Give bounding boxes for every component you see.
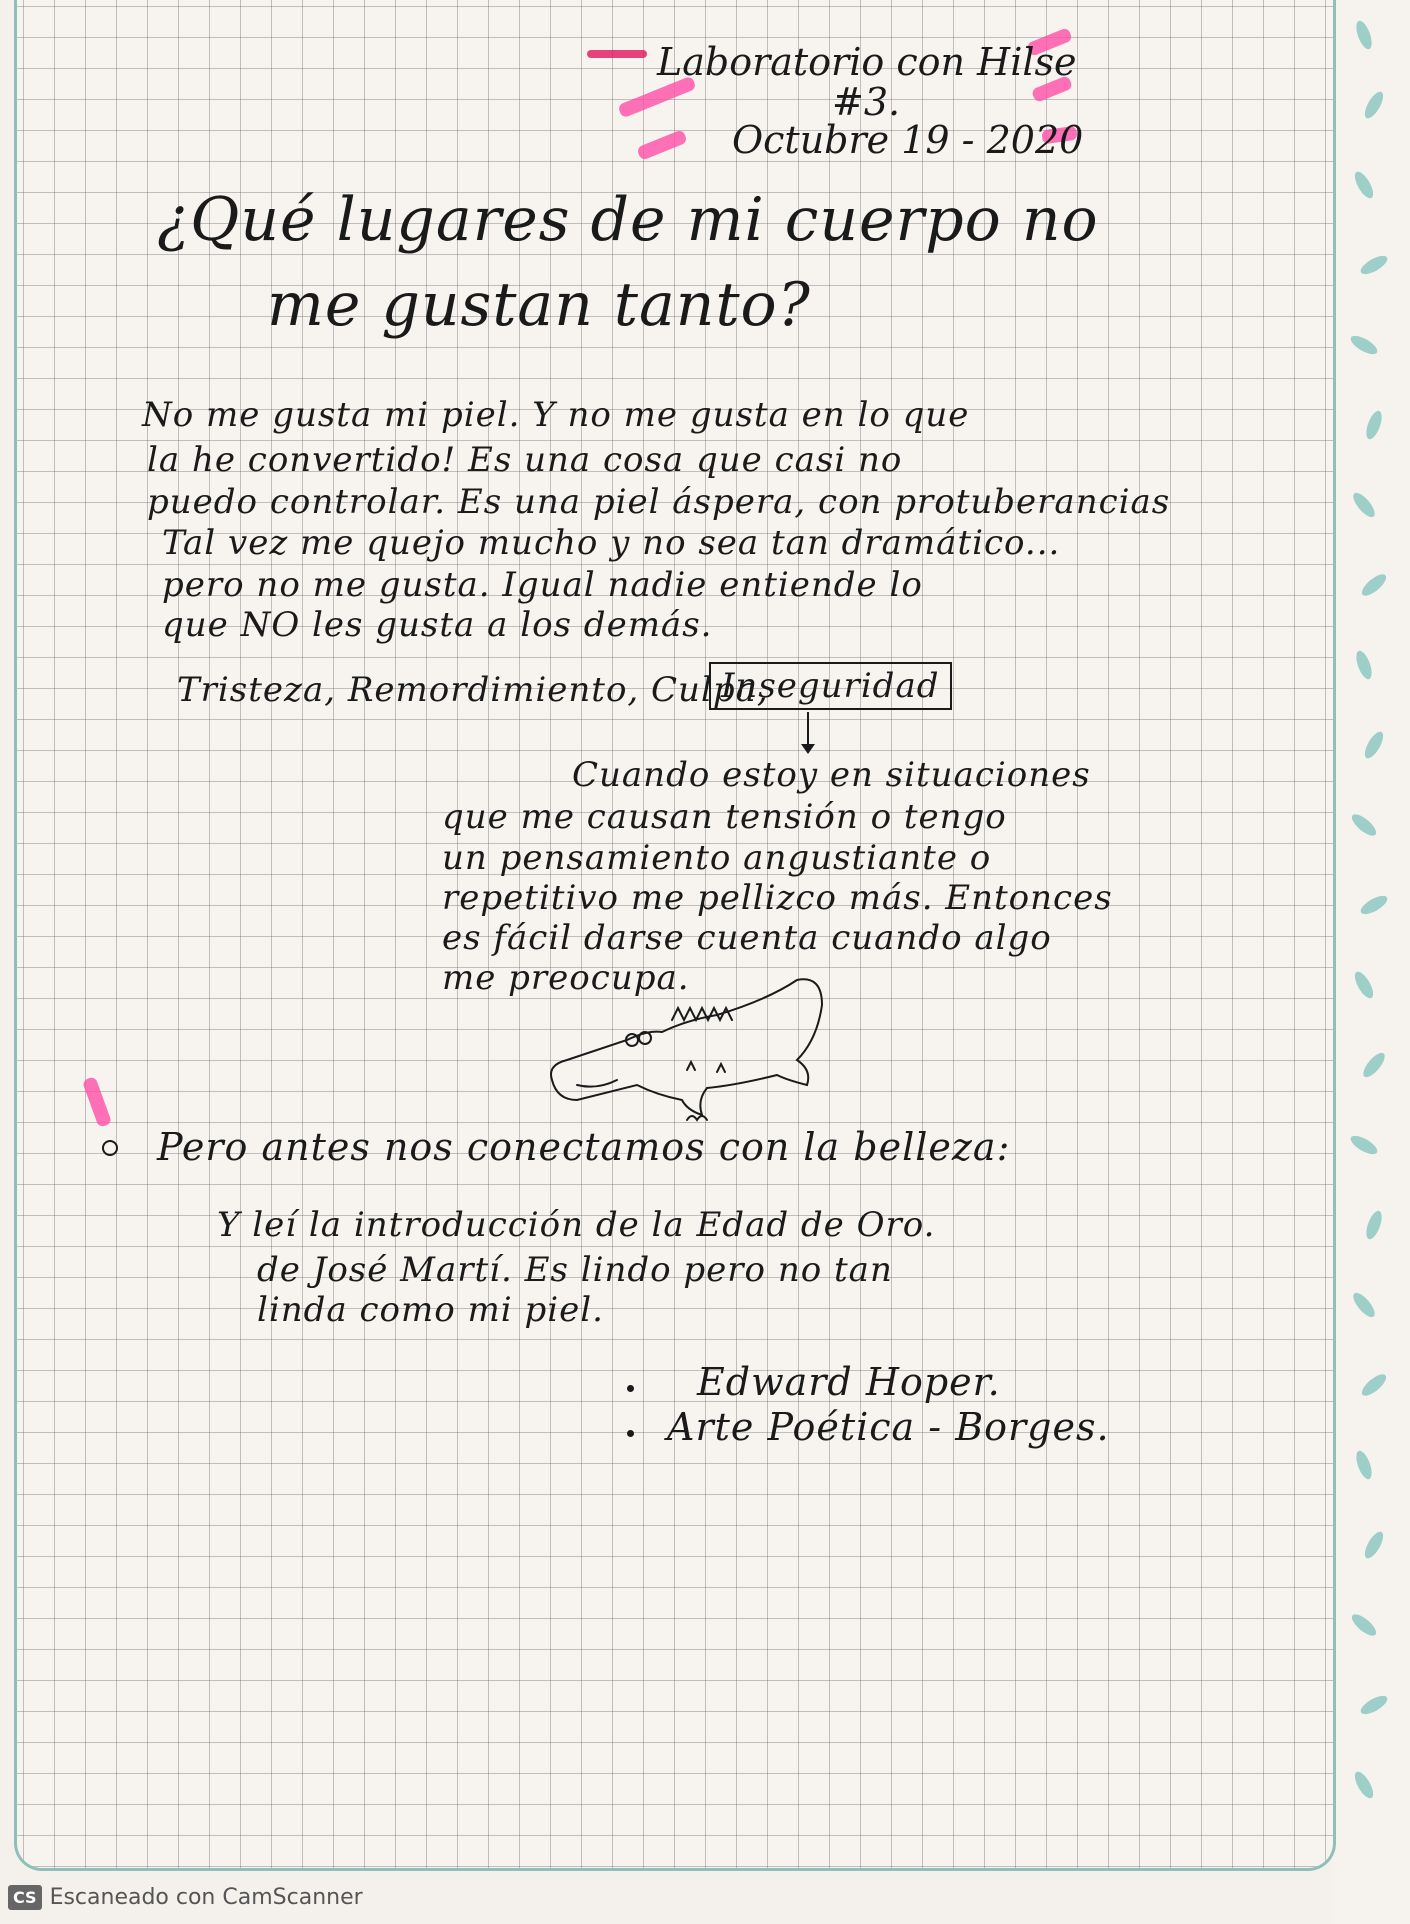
lab-title: Laboratorio con Hilse bbox=[657, 40, 1077, 84]
lab-date: Octubre 19 - 2020 bbox=[732, 118, 1084, 162]
paragraph-line: repetitivo me pellizco más. Entonces bbox=[442, 878, 1113, 918]
leaf-border bbox=[1340, 0, 1400, 1880]
leaf-icon bbox=[1358, 892, 1390, 917]
scanner-text: Escaneado con CamScanner bbox=[49, 1885, 363, 1910]
paragraph-line: es fácil darse cuenta cuando algo bbox=[442, 918, 1052, 958]
highlight-mark bbox=[636, 129, 688, 161]
leaf-icon bbox=[1350, 490, 1378, 521]
leaf-icon bbox=[1351, 1769, 1376, 1801]
paragraph-line: me preocupa. bbox=[442, 958, 690, 998]
paragraph-line: Tal vez me quejo mucho y no sea tan dramático... bbox=[162, 523, 1061, 563]
bullet-icon bbox=[102, 1140, 118, 1156]
beauty-heading: Pero antes nos conectamos con la belleza: bbox=[157, 1125, 1011, 1169]
beauty-line: Y leí la introducción de la Edad de Oro. bbox=[217, 1205, 936, 1245]
leaf-icon bbox=[1359, 571, 1390, 599]
leaf-icon bbox=[1348, 1132, 1380, 1157]
leaf-icon bbox=[1360, 1050, 1388, 1081]
leaf-icon bbox=[1363, 1209, 1385, 1241]
leaf-icon bbox=[1353, 1449, 1375, 1481]
highlight-mark bbox=[82, 1076, 112, 1128]
leaf-icon bbox=[1361, 89, 1386, 121]
paragraph-line: que me causan tensión o tengo bbox=[442, 797, 1007, 837]
emotion-boxed: Inseguridad bbox=[709, 662, 952, 710]
paragraph-line: puedo controlar. Es una piel áspera, con protuberancias bbox=[147, 482, 1171, 522]
leaf-icon bbox=[1349, 1611, 1380, 1639]
leaf-icon bbox=[1349, 811, 1380, 839]
notebook-page bbox=[14, 0, 1336, 1871]
emotions-list: Tristeza, Remordimiento, Culpa, bbox=[177, 670, 769, 710]
leaf-icon bbox=[1358, 252, 1390, 277]
page-title-line1: ¿Qué lugares de mi cuerpo no bbox=[157, 185, 1099, 255]
leaf-icon bbox=[1353, 19, 1375, 51]
leaf-icon bbox=[1350, 1290, 1378, 1321]
paragraph-line: Cuando estoy en situaciones bbox=[572, 755, 1091, 795]
crocodile-drawing bbox=[537, 960, 837, 1130]
paragraph-line: No me gusta mi piel. Y no me gusta en lo que bbox=[142, 395, 970, 435]
page-title-line2: me gustan tanto? bbox=[267, 270, 811, 340]
beauty-line: linda como mi piel. bbox=[257, 1290, 604, 1330]
reference-item: Arte Poética - Borges. bbox=[667, 1405, 1110, 1449]
leaf-icon bbox=[1363, 409, 1385, 441]
beauty-line: de José Martí. Es lindo pero no tan bbox=[257, 1250, 893, 1290]
leaf-icon bbox=[1348, 332, 1380, 357]
highlight-mark bbox=[587, 50, 647, 58]
camscanner-logo: CS bbox=[8, 1885, 42, 1910]
paragraph-line: un pensamiento angustiante o bbox=[442, 838, 992, 878]
leaf-icon bbox=[1358, 1692, 1390, 1717]
paragraph-line: la he convertido! Es una cosa que casi no bbox=[147, 440, 903, 480]
leaf-icon bbox=[1351, 169, 1376, 201]
lab-number: #3. bbox=[832, 80, 901, 124]
arrow-icon bbox=[807, 712, 809, 752]
bullet-icon bbox=[627, 1385, 634, 1392]
leaf-icon bbox=[1361, 729, 1386, 761]
leaf-icon bbox=[1351, 969, 1376, 1001]
scanner-footer bbox=[8, 1885, 363, 1910]
paragraph-line: que NO les gusta a los demás. bbox=[162, 605, 713, 645]
leaf-icon bbox=[1359, 1371, 1390, 1399]
leaf-icon bbox=[1353, 649, 1375, 681]
reference-item: Edward Hoper. bbox=[697, 1360, 1001, 1404]
leaf-icon bbox=[1361, 1529, 1386, 1561]
paragraph-line: pero no me gusta. Igual nadie entiende lo bbox=[162, 565, 923, 605]
bullet-icon bbox=[627, 1430, 634, 1437]
